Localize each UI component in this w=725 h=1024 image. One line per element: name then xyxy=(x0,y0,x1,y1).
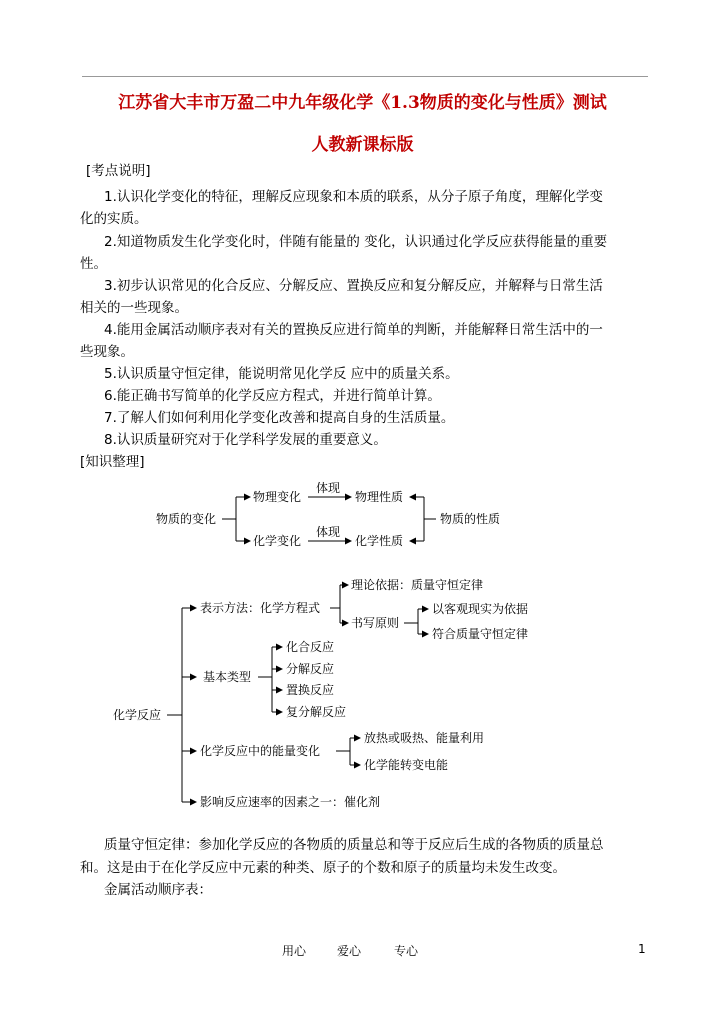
node-energy-change: 化学反应中的能量变化 xyxy=(200,744,321,758)
footer-word-1: 用心 xyxy=(282,944,307,958)
exam-point-6: 6.能正确书写简单的化学反应方程式，并进行简单计算。 xyxy=(104,388,441,404)
node-substance-property: 物质的性质 xyxy=(440,512,501,526)
edge-label-shows-1: 体现 xyxy=(316,481,341,495)
exam-point-3-line1: 3.初步认识常见的化合反应、分解反应、置换反应和复分解反应，并解释与日常生活 xyxy=(104,278,603,294)
node-chemical-change: 化学变化 xyxy=(253,534,302,548)
metal-activity-heading: 金属活动顺序表： xyxy=(104,882,212,898)
knowledge-heading: [知识整理] xyxy=(80,454,145,470)
exam-point-5: 5.认识质量守恒定律，能说明常见化学反 应中的质量关系。 xyxy=(104,366,459,382)
mass-law-line2: 和。这是由于在化学反应中元素的种类、原子的个数和原子的质量均未发生改变。 xyxy=(80,860,566,876)
footer-word-2: 爱心 xyxy=(337,944,362,958)
node-chemical-property: 化学性质 xyxy=(355,534,404,548)
node-energy-electric: 化学能转变电能 xyxy=(364,758,449,772)
exam-point-4-line1: 4.能用金属活动顺序表对有关的置换反应进行简单的判断，并能解释日常生活中的一 xyxy=(104,322,603,338)
node-reaction-rate: 影响反应速率的因素之一：催化剂 xyxy=(200,795,381,809)
node-type-combination: 化合反应 xyxy=(286,640,335,654)
exam-point-3-line2: 相关的一些现象。 xyxy=(80,300,188,316)
exam-point-4-line2: 些现象。 xyxy=(80,344,134,360)
node-theory: 理论依据：质量守恒定律 xyxy=(351,578,484,592)
exam-point-2-line1: 2.知道物质发生化学变化时，伴随有能量的 变化，认识通过化学反应获得能量的重要 xyxy=(104,234,608,250)
page-number: 1 xyxy=(638,942,646,956)
node-basic-types: 基本类型 xyxy=(203,670,252,684)
mass-law-line1: 质量守恒定律：参加化学反应的各物质的质量总和等于反应后生成的各物质的质量总 xyxy=(104,837,604,853)
exam-point-1-line2: 化的实质。 xyxy=(80,211,148,227)
node-chemical-reaction: 化学反应 xyxy=(113,708,162,722)
exam-point-8: 8.认识质量研究对于化学科学发展的重要意义。 xyxy=(104,432,387,448)
exam-points-heading: [考点说明] xyxy=(86,163,151,179)
exam-point-7: 7.了解人们如何利用化学变化改善和提高自身的生活质量。 xyxy=(104,410,455,426)
node-objective: 以客观现实为依据 xyxy=(432,602,529,616)
node-substance-change: 物质的变化 xyxy=(156,512,217,526)
footer-word-3: 专心 xyxy=(394,944,419,958)
doc-title-line2: 人教新课标版 xyxy=(311,135,414,155)
node-writing-principle: 书写原则 xyxy=(351,616,400,630)
node-expression: 表示方法：化学方程式 xyxy=(200,601,321,615)
exam-point-1-line1: 1.认识化学变化的特征，理解反应现象和本质的联系，从分子原子角度，理解化学变 xyxy=(104,189,603,205)
doc-title-line1: 江苏省大丰市万盈二中九年级化学《1.3物质的变化与性质》测试 xyxy=(118,93,607,113)
node-physical-property: 物理性质 xyxy=(355,490,404,504)
exam-point-2-line2: 性。 xyxy=(80,256,107,272)
node-type-decomposition: 分解反应 xyxy=(286,662,335,676)
node-physical-change: 物理变化 xyxy=(253,490,302,504)
edge-label-shows-2: 体现 xyxy=(316,525,341,539)
node-type-displacement: 置换反应 xyxy=(286,683,335,697)
node-conserve: 符合质量守恒定律 xyxy=(432,627,529,641)
node-energy-heat: 放热或吸热、能量利用 xyxy=(364,731,485,745)
node-type-double-decomposition: 复分解反应 xyxy=(286,705,347,719)
